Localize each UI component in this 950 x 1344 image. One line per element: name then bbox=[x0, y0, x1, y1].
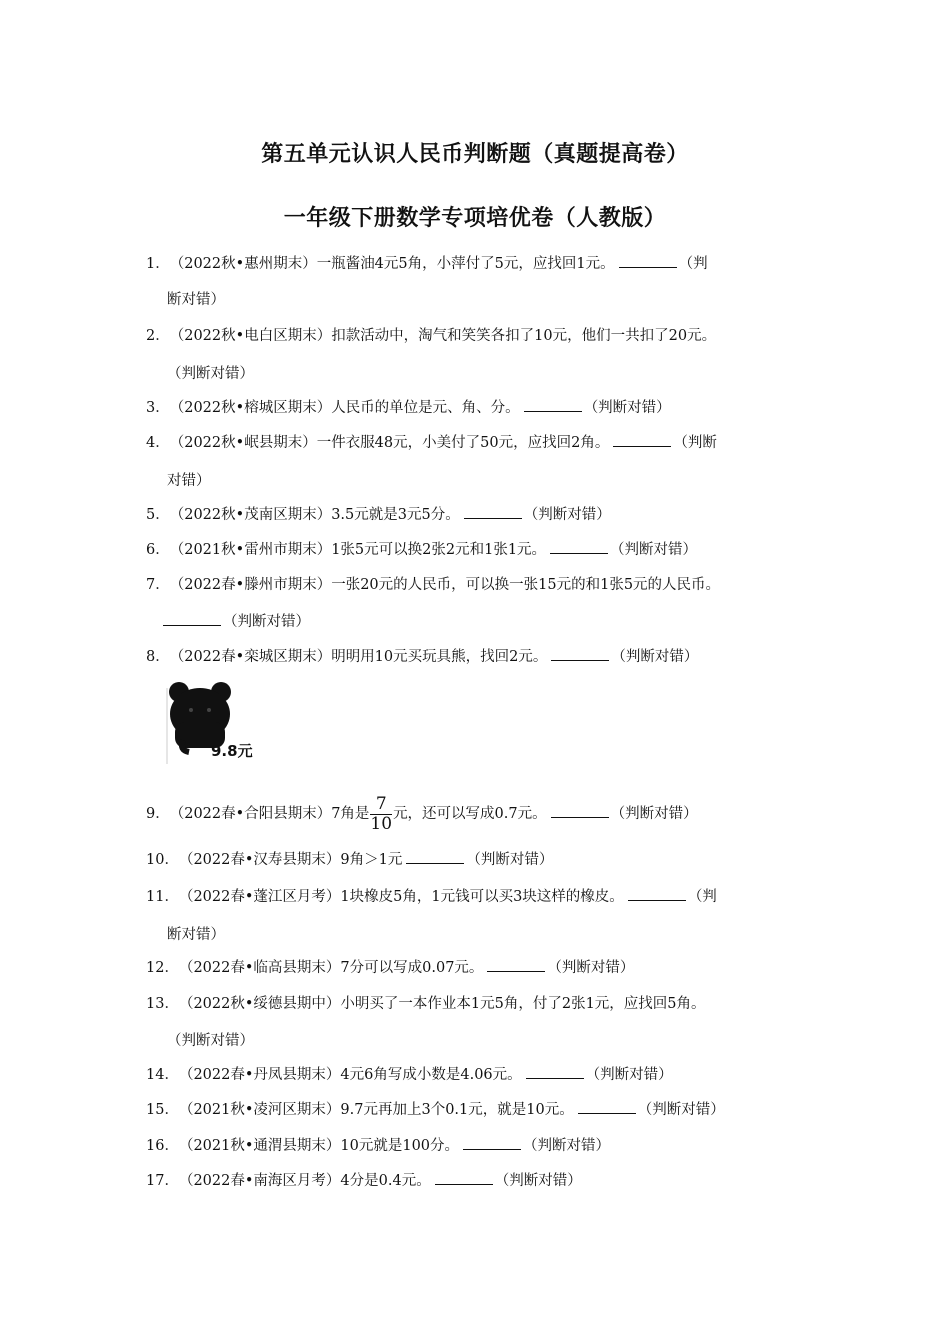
question-15: 15．（2021秋•凌河区期末）9.7元再加上3个0.1元，就是10元。 （判断对错） bbox=[146, 1102, 725, 1118]
question-12: 12．（2022春•临高县期末）7分可以写成0.07元。 （判断对错） bbox=[146, 960, 635, 976]
question-11: 11．（2022春•蓬江区月考）1块橡皮5角，1元钱可以买3块这样的橡皮。 （判 bbox=[146, 889, 717, 905]
toy-bear-image bbox=[165, 678, 265, 768]
question-7: 7．（2022春•滕州市期末）一张20元的人民币，可以换一张15元的和1张5元的人民币。 bbox=[146, 577, 721, 593]
question-13: 13．（2022秋•绥德县期中）小明买了一本作业本1元5角，付了2张1元，应找回5角。 bbox=[146, 996, 706, 1012]
question-2: 2．（2022秋•电白区期末）扣款活动中，淘气和笑笑各扣了10元，他们一共扣了20元。 bbox=[146, 328, 717, 344]
question-17: 17．（2022春•南海区月考）4分是0.4元。 （判断对错） bbox=[146, 1173, 582, 1189]
page-subtitle: 一年级下册数学专项培优卷（人教版） bbox=[283, 206, 667, 231]
question-7-continuation: （判断对错） bbox=[163, 612, 310, 632]
question-16: 16．（2021秋•通渭县期末）10元就是100分。 （判断对错） bbox=[146, 1138, 611, 1154]
answer-blank[interactable] bbox=[487, 958, 545, 972]
question-3: 3．（2022秋•榕城区期末）人民币的单位是元、角、分。 （判断对错） bbox=[146, 400, 671, 416]
answer-blank[interactable] bbox=[619, 254, 677, 268]
question-13-continuation: （判断对错） bbox=[167, 1033, 254, 1049]
answer-blank[interactable] bbox=[550, 540, 608, 554]
question-14: 14．（2022春•丹凤县期末）4元6角写成小数是4.06元。 （判断对错） bbox=[146, 1067, 673, 1083]
question-4: 4．（2022秋•岷县期末）一件衣服48元，小美付了50元，应找回2角。 （判断 bbox=[146, 435, 717, 451]
answer-blank[interactable] bbox=[526, 1065, 584, 1079]
question-4-continuation: 对错） bbox=[167, 473, 211, 489]
answer-blank[interactable] bbox=[628, 887, 686, 901]
answer-blank[interactable] bbox=[463, 1136, 521, 1150]
question-8: 8．（2022春•栾城区期末）明明用10元买玩具熊，找回2元。 （判断对错） bbox=[146, 649, 699, 665]
answer-blank[interactable] bbox=[551, 647, 609, 661]
question-1: 1．（2022秋•惠州期末）一瓶酱油4元5角，小萍付了5元，应找回1元。 （判 bbox=[146, 256, 708, 272]
answer-blank[interactable] bbox=[163, 612, 221, 626]
answer-blank[interactable] bbox=[406, 850, 464, 864]
question-2-continuation: （判断对错） bbox=[167, 366, 254, 382]
question-1-continuation: 断对错） bbox=[167, 292, 225, 308]
question-9: 9．（2022春•合阳县期末）7角是 $\frac{7}{10}$ 元，还可以写成0.7元。 （判断对错） bbox=[146, 793, 698, 834]
question-11-continuation: 断对错） bbox=[167, 927, 225, 943]
question-5: 5．（2022秋•茂南区期末）3.5元就是3元5分。 （判断对错） bbox=[146, 507, 611, 523]
answer-blank[interactable] bbox=[551, 804, 609, 818]
answer-blank[interactable] bbox=[578, 1100, 636, 1114]
page-title: 第五单元认识人民币判断题（真题提高卷） bbox=[261, 142, 689, 167]
fraction: $\frac{7}{10}$ bbox=[370, 793, 393, 834]
answer-blank[interactable] bbox=[613, 433, 671, 447]
question-6: 6．（2021秋•雷州市期末）1张5元可以换2张2元和1张1元。 （判断对错） bbox=[146, 542, 698, 558]
answer-blank[interactable] bbox=[464, 505, 522, 519]
answer-blank[interactable] bbox=[435, 1171, 493, 1185]
price-label: 9.8元 bbox=[211, 742, 253, 760]
answer-blank[interactable] bbox=[524, 398, 582, 412]
question-10: 10．（2022春•汉寿县期末）9角＞1元 （判断对错） bbox=[146, 852, 554, 868]
